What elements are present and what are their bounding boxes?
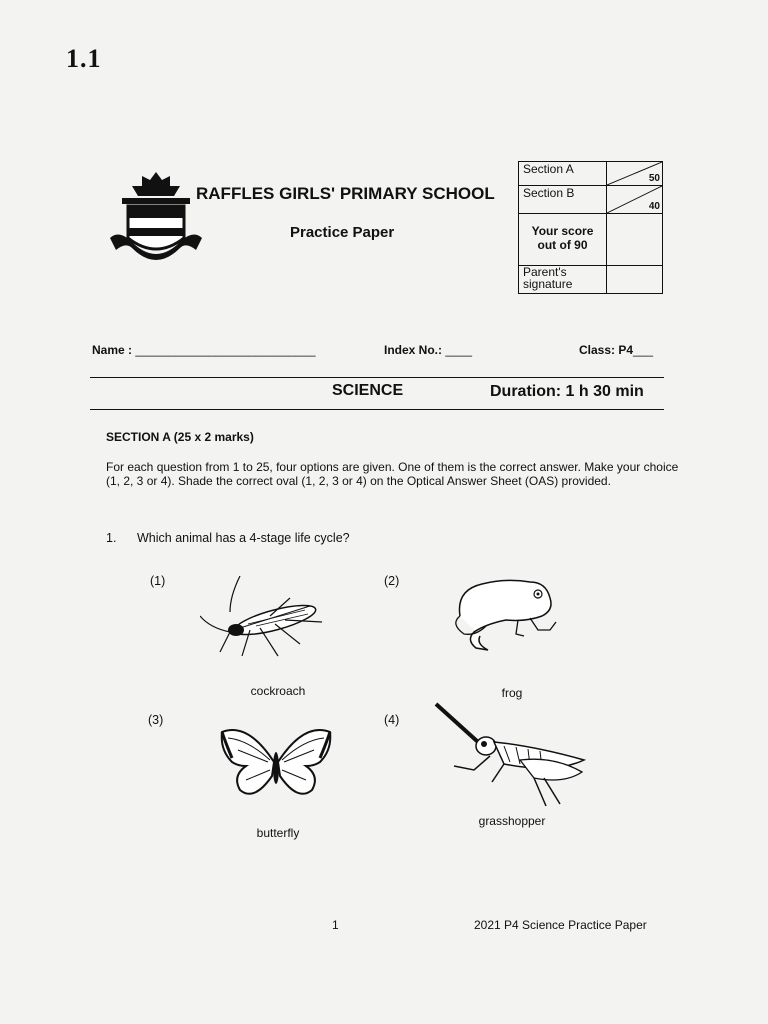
option-4-label[interactable]: (4) [384, 713, 400, 727]
school-crest-icon [108, 168, 204, 272]
school-name: RAFFLES GIRLS' PRIMARY SCHOOL [196, 184, 495, 203]
section-instructions: For each question from 1 to 25, four options are given. One of them is the correct answer. Make your choice (1, 2, 3 or 4). Shade the correct oval (1, 2, 3 or 4) on the Optical Answer Sheet (OAS) provided. [106, 460, 679, 488]
total-score-cell [607, 214, 663, 266]
section-b-label: Section B [519, 186, 607, 214]
section-a-max: 50 [648, 173, 660, 184]
index-line: ____ [445, 343, 473, 357]
parent-signature-cell [607, 266, 663, 294]
section-heading: SECTION A (25 x 2 marks) [106, 430, 254, 444]
divider-top [90, 377, 664, 378]
class-label: Class: P4 [579, 343, 634, 357]
subject-title: SCIENCE [332, 382, 404, 399]
question-number: 1. [106, 531, 117, 545]
parent-signature-label: Parent's signature [519, 266, 607, 294]
page-tag: 1.1 [66, 44, 102, 73]
option-2-caption: frog [501, 686, 523, 700]
section-b-score-cell [607, 186, 663, 214]
name-label: Name : [92, 343, 133, 357]
index-field[interactable] [384, 343, 472, 357]
class-line: ___ [633, 343, 654, 357]
name-line: ___________________________ [135, 343, 316, 357]
cockroach-icon [200, 576, 330, 662]
total-score-label: Your score out of 90 [519, 214, 607, 266]
option-3-label[interactable]: (3) [148, 713, 164, 727]
frog-icon [446, 576, 562, 652]
option-3-caption: butterfly [256, 826, 300, 840]
section-a-label: Section A [519, 162, 607, 186]
option-2-label[interactable]: (2) [384, 574, 400, 588]
section-a-score-cell [607, 162, 663, 186]
divider-bottom [90, 409, 664, 410]
score-table [518, 161, 663, 294]
footer-page-number: 1 [332, 918, 339, 932]
index-label: Index No.: [384, 343, 443, 357]
paper-title: Practice Paper [290, 224, 395, 241]
option-4-caption: grasshopper [478, 814, 546, 828]
class-field[interactable] [579, 343, 653, 357]
grasshopper-icon [434, 702, 590, 812]
name-field[interactable] [92, 343, 316, 357]
duration: Duration: 1 h 30 min [490, 383, 644, 400]
butterfly-icon [218, 728, 334, 802]
option-1-caption: cockroach [250, 684, 306, 698]
option-1-label[interactable]: (1) [150, 574, 166, 588]
footer-paper-name: 2021 P4 Science Practice Paper [474, 918, 647, 932]
section-b-max: 40 [648, 201, 660, 212]
question-text: Which animal has a 4-stage life cycle? [137, 531, 350, 545]
